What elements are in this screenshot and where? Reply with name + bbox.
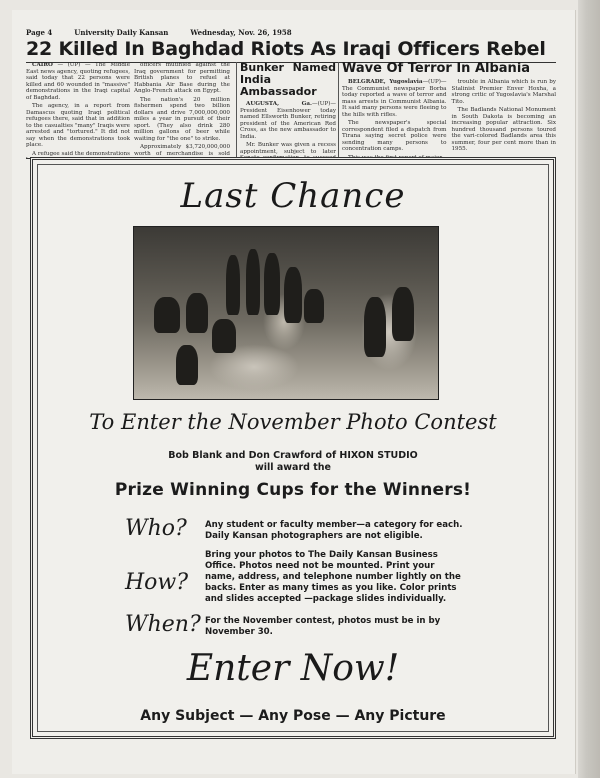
article-paragraph: The agency, in a report from Damascus quoting Iraqi political refugees there, said that in addition to the casualties "many" Iraqis were arrested and "tortured." It did not say when the demonstrations took place. xyxy=(26,103,130,148)
sponsor-names: Bob Blank and Don Crawford of HIXON STUDIO xyxy=(168,450,418,461)
who-label: Who? xyxy=(125,516,187,541)
article-paragraph: A refugee said the demonstrations xyxy=(32,150,130,157)
article-baghdad-column xyxy=(26,62,130,158)
article-paragraph: The newspaper's special correspondent filed a dispatch from Tirana saying secret police were sending many persons to concentration camps. xyxy=(342,120,447,152)
article-paragraph: trouble in Albania which is run by Stalinist Premier Enver Hoxha, a strong critic of Yugoslavia's Marshal Tito. xyxy=(451,79,556,105)
article-baghdad-continued xyxy=(134,62,230,158)
article-bunker xyxy=(236,62,336,158)
sponsor-award: will award the xyxy=(255,462,331,473)
folio-line xyxy=(26,28,552,38)
how-label: How? xyxy=(125,570,189,595)
photo-figure xyxy=(284,267,302,323)
photo-contest-ad xyxy=(30,157,556,739)
ad-photograph xyxy=(133,226,439,400)
photo-figure xyxy=(176,345,198,385)
prize-line: Prize Winning Cups for the Winners! xyxy=(114,480,472,500)
article-paragraph: The nation's 20 million fishermen spend two billion dollars and drive 7,000,000,000 miles a year in pursuit of their sport. (They also drink 280 million gallons of beer while waiting for "the one" to strike. xyxy=(134,96,230,142)
call-to-action: Enter Now! xyxy=(186,648,400,689)
article-paragraph: Approximately $3,720,000,000 worth of merchandise is sold xyxy=(134,144,230,157)
article-paragraph: officers mutinied against the Iraq government for permitting British planes to refuel at Habbania Air Base during the Anglo-French attack on Egypt. xyxy=(134,62,230,94)
article-paragraph: Mr. Bunker was given a recess appointment, subject to later xyxy=(240,142,336,155)
photo-figure xyxy=(246,249,260,315)
photo-figure xyxy=(264,253,280,315)
article-column-left xyxy=(342,79,447,158)
sponsor-line xyxy=(33,450,553,474)
ad-subtitle: To Enter the November Photo Contest xyxy=(89,410,497,434)
photo-figure xyxy=(212,319,236,353)
issue-date: Wednesday, Nov. 26, 1958 xyxy=(190,28,292,37)
article-paragraph: AUGUSTA, Ga.—(UP)—President Eisenhower today named Ellsworth Bunker, retiring president of the American Red Cross, as the new ambassador to India. xyxy=(240,101,336,140)
dateline: BELGRADE, Yugoslavia xyxy=(348,79,423,85)
who-text: Any student or faculty member—a category for each. Daily Kansan photographers are not eligible. xyxy=(205,520,463,541)
article-paragraph: CAIRO — (UP) — The Middle East news agency, quoting refugees, said today that 22 persons were killed and 60 wounded in "massive" demonstrations in the Iraqi capital of Baghdad. xyxy=(26,62,130,101)
dateline: AUGUSTA, Ga. xyxy=(246,101,312,107)
article-albania xyxy=(338,62,556,158)
photo-figure xyxy=(186,293,208,333)
main-headline: 22 Killed In Baghdad Riots As Iraqi Officers Rebel xyxy=(26,38,556,63)
photo-figure xyxy=(226,255,240,315)
photo-figure xyxy=(154,297,180,333)
article-subhead: Bunker Named India Ambassador xyxy=(240,62,336,98)
page-number: Page 4 xyxy=(26,28,53,37)
photo-figure xyxy=(304,289,324,323)
article-column-right xyxy=(452,79,557,158)
article-paragraph: The Badlands National Monument in South Dakota is becoming an increasing popular attraction. Six hundred thousand persons toured the vari-colored Badlands area this summer, four per cent more than in 1955. xyxy=(451,107,556,152)
paper-name: University Daily Kansan xyxy=(74,28,169,37)
adjacent-page-text xyxy=(584,40,594,760)
when-text: For the November contest, photos must be in by November 30. xyxy=(205,616,441,637)
how-text: Bring your photos to The Daily Kansan Business Office. Photos need not be mounted. Print your name, address, and telephone number lightly on the backs. Enter as many times as you like. Color prints and slides accepted —package slides individually. xyxy=(205,550,461,604)
ad-tagline: Any Subject — Any Pose — Any Picture xyxy=(140,708,446,724)
photo-figure xyxy=(392,287,414,341)
when-label: When? xyxy=(125,612,201,637)
article-paragraph: BELGRADE, Yugoslavia—(UP)— The Communist newspaper Borba today reported a wave of terror and mass arrests in Communist Albania. It said many persons were fleeing to the hills with rifles. xyxy=(342,79,447,118)
photo-figure xyxy=(364,297,386,357)
dateline: CAIRO xyxy=(32,62,53,68)
ad-title: Last Chance xyxy=(180,176,406,216)
article-subhead: Wave Of Terror In Albania xyxy=(342,62,531,76)
